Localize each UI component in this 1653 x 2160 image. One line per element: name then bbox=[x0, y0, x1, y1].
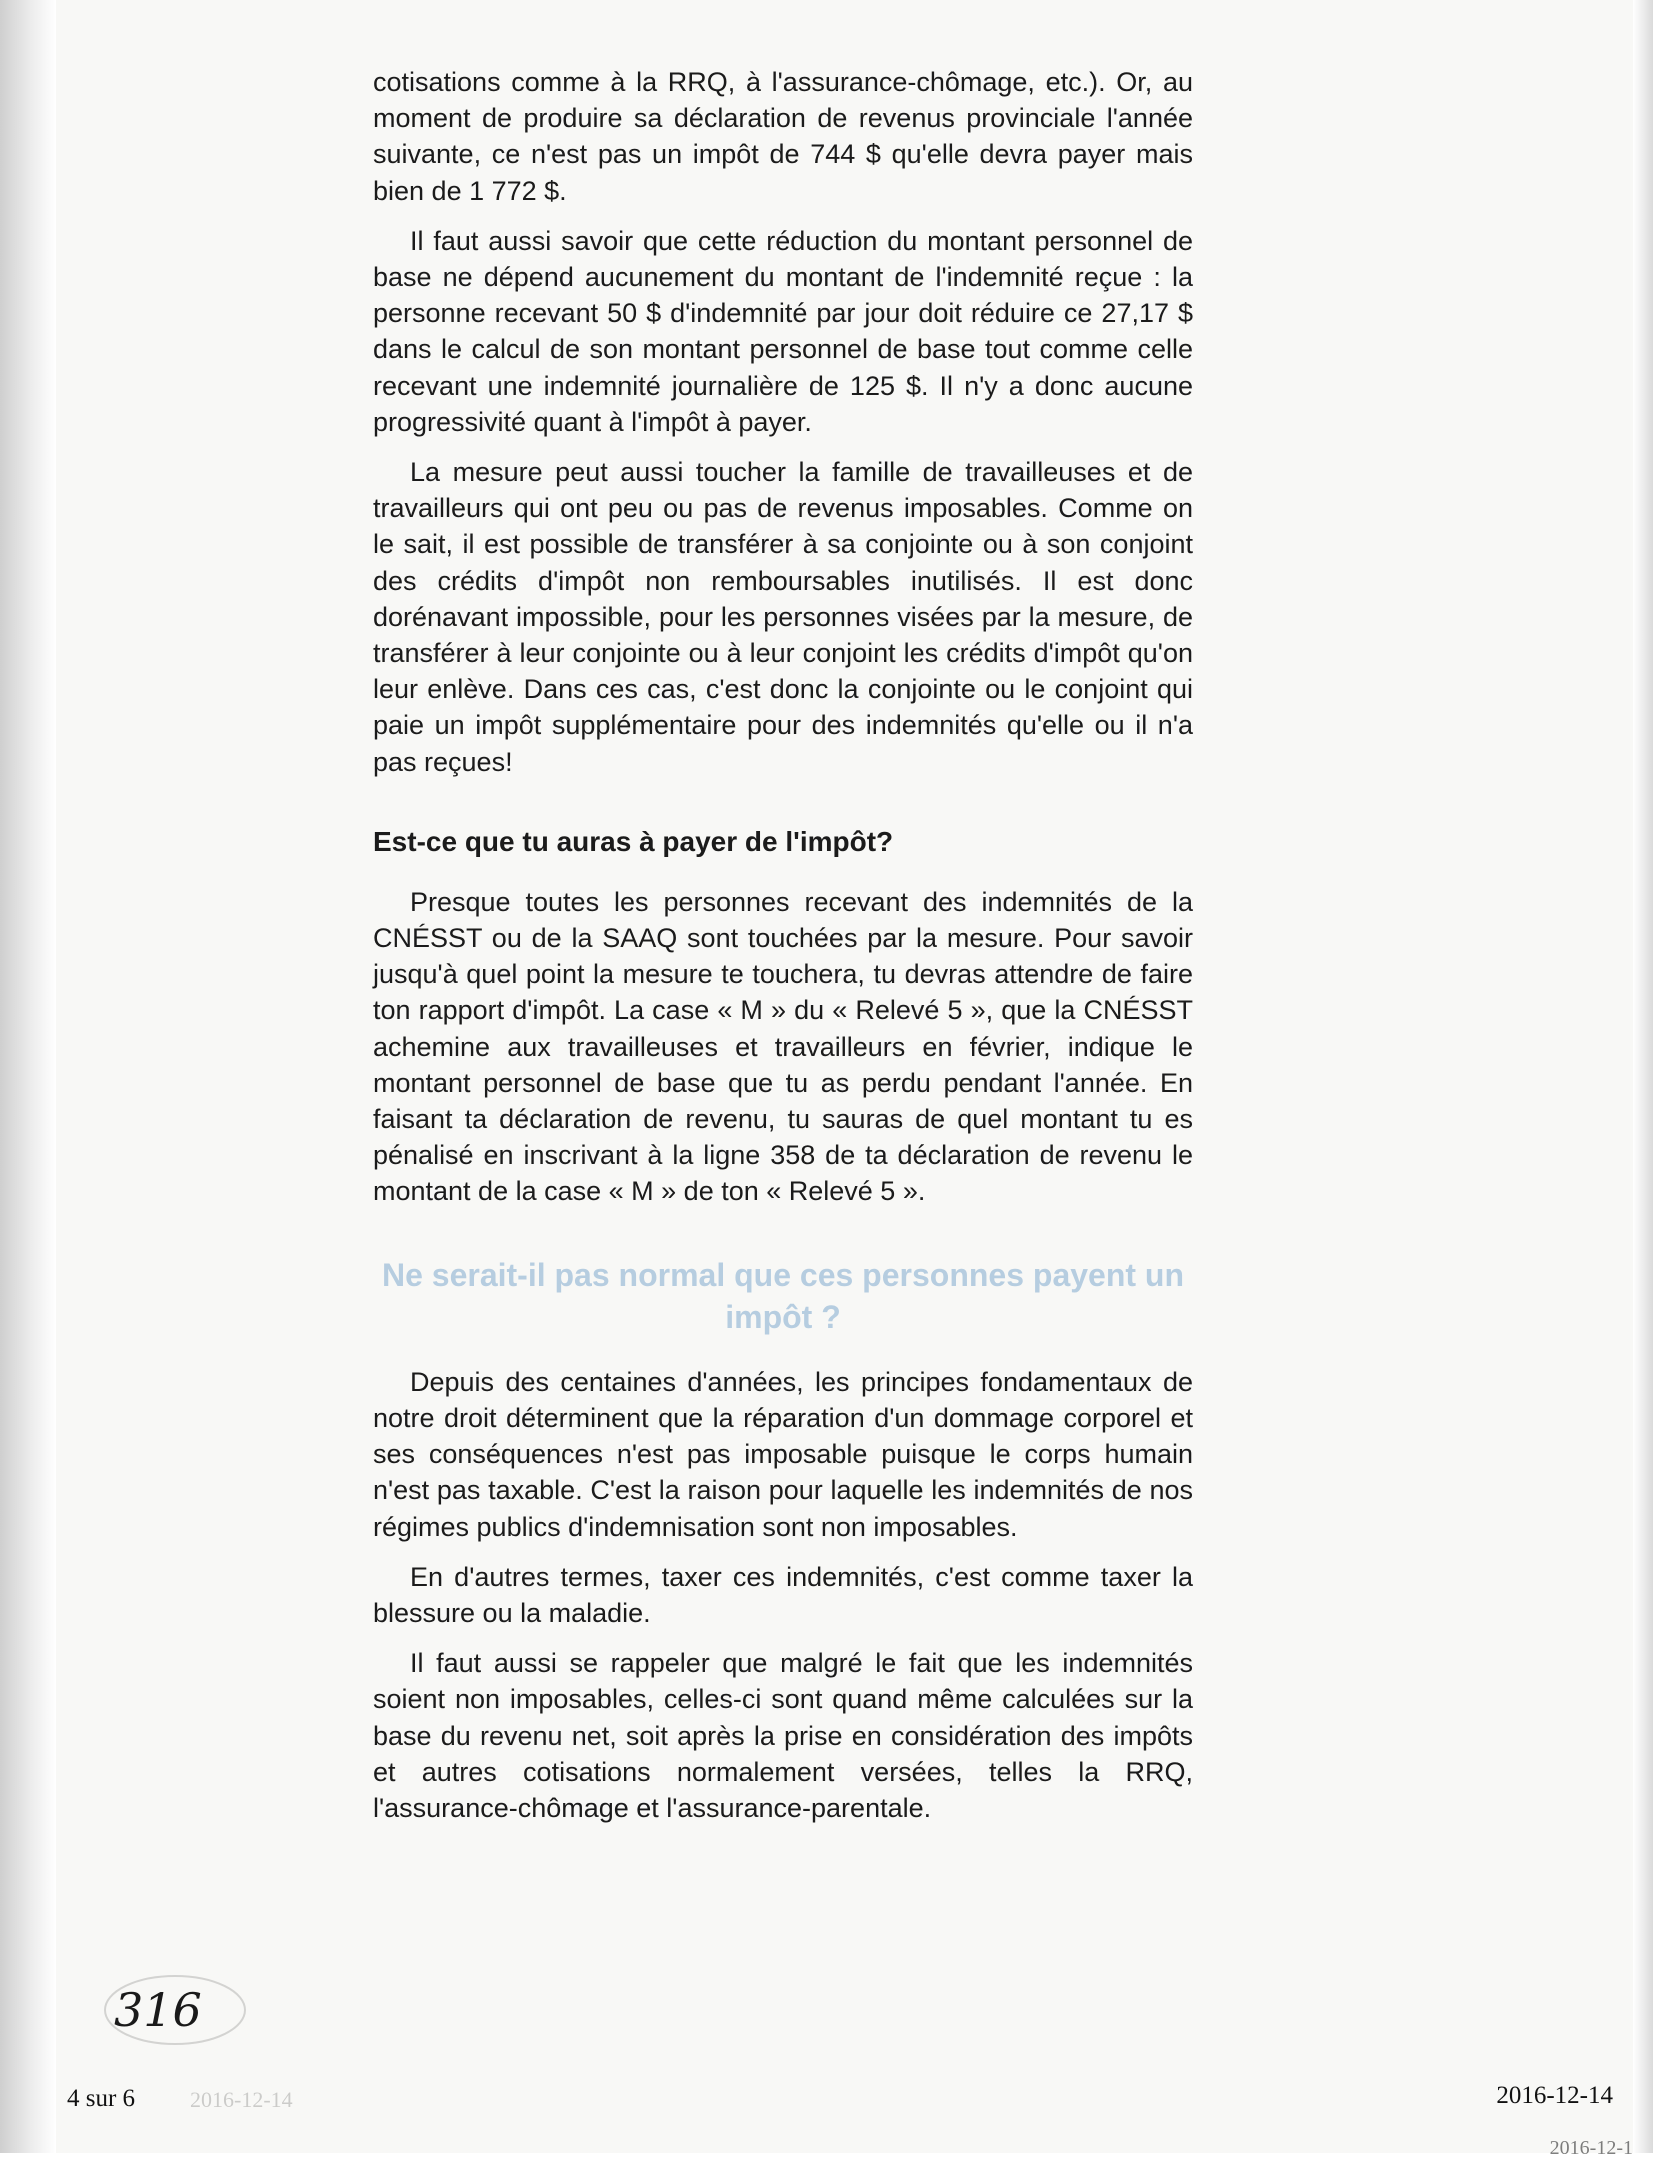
date-stamp: 2016-12-14 bbox=[1496, 2082, 1613, 2109]
paragraph-reduction: Il faut aussi savoir que cette réduction du montant personnel de base ne dépend aucunement du montant de l'indemnité reçue : la personne recevant 50 $ d'indemnité par jour doit réduire ce 27,17 $ dans le calcul de son montant personnel de base tout comme celle recevant une indemnité journalière de 125 $. Il n'y a donc aucune progressivité quant à l'impôt à payer. bbox=[373, 225, 1193, 437]
paragraph-releve5: Presque toutes les personnes recevant des indemnités de la CNÉSST ou de la SAAQ sont touchées par la mesure. Pour savoir jusqu'à quel point la mesure te touchera, tu devras attendre de faire ton rapport d'impôt. La case « M » du « Relevé 5 », que la CNÉSST achemine aux travailleuses et travailleurs en février, indique le montant personnel de base que tu as perdu pendant l'année. En faisant ta déclaration de revenu, tu sauras de quel montant tu es pénalisé en inscrivant à la ligne 358 de ta déclaration de revenu le montant de la case « M » de ton « Relevé 5 ». bbox=[373, 886, 1193, 1207]
bleed-through-header bbox=[108, 32, 1608, 58]
scan-right-edge bbox=[1633, 0, 1653, 2153]
paragraph-revenu-net: Il faut aussi se rappeler que malgré le fait que les indemnités soient non imposables, celles-ci sont quand même calculées sur la base du revenu net, soit après la prise en considération des impôts et autres cotisations normalement versées, telles la RRQ, l'assurance-chômage et l'assurance-parentale. bbox=[373, 1648, 1193, 1823]
section-heading-impot: Est-ce que tu auras à payer de l'impôt? bbox=[373, 825, 894, 857]
faint-date-stamp-right: 2016-12-1 bbox=[1549, 2137, 1633, 2159]
paragraph-continuation: cotisations comme à la RRQ, à l'assurance-chômage, etc.). Or, au moment de produire sa déclaration de revenus provinciale l'année suivante, ce n'est pas un impôt de 744 $ qu'elle devra payer mais bien de 1 772 $. bbox=[373, 67, 1193, 206]
section-heading-normal: Ne serait-il pas normal que ces personnes payent un impôt ? bbox=[381, 1256, 1185, 1335]
paragraph-family: La mesure peut aussi toucher la famille de travailleuses et de travailleurs qui ont peu ou pas de revenus imposables. Comme on le sait, il est possible de transférer à sa conjointe ou à son conjoint des crédits d'impôt non remboursables inutilisés. Il est donc dorénavant impossible, pour les personnes visées par la mesure, de transférer à leur conjointe ou à leur conjoint les crédits d'impôt qu'on leur enlève. Dans ces cas, c'est donc la conjointe ou le conjoint qui paie un impôt supplémentaire pour des indemnités qu'elle ou il n'a pas reçues! bbox=[373, 457, 1193, 777]
handwritten-number: 316 bbox=[114, 1983, 202, 2037]
paragraph-taxer: En d'autres termes, taxer ces indemnités, c'est comme taxer la blessure ou la maladie. bbox=[373, 1561, 1193, 1628]
faint-date-stamp: 2016-12-14 bbox=[190, 2087, 293, 2112]
article-body bbox=[373, 64, 1193, 1840]
handwritten-note bbox=[100, 1968, 250, 2048]
paragraph-principes: Depuis des centaines d'années, les principes fondamentaux de notre droit déterminent que la réparation d'un dommage corporel et ses conséquences n'est pas imposable puisque le corps humain n'est pas taxable. C'est la raison pour laquelle les indemnités de nos régimes publics d'indemnisation sont non imposables. bbox=[373, 1366, 1193, 1542]
page-number: 4 sur 6 bbox=[67, 2085, 136, 2112]
bleed-through-text bbox=[1314, 70, 1653, 2070]
scan-left-edge bbox=[0, 0, 56, 2153]
